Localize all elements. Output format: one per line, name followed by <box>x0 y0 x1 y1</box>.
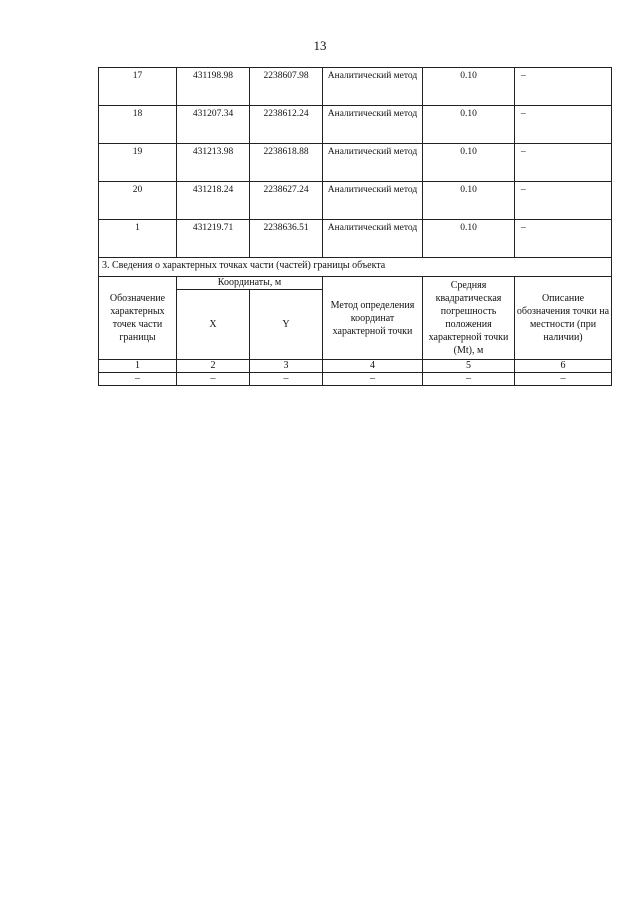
accuracy: 0.10 <box>423 144 515 182</box>
empty-cell: – <box>99 373 177 386</box>
coord-y: 2238636.51 <box>250 220 323 258</box>
section-title-row <box>99 258 612 277</box>
header-x: X <box>177 290 250 360</box>
table-row <box>99 106 612 144</box>
column-number: 5 <box>423 360 515 373</box>
header-coordinates: Координаты, м <box>177 277 323 290</box>
column-number: 2 <box>177 360 250 373</box>
coord-x: 431213.98 <box>177 144 250 182</box>
column-number: 3 <box>250 360 323 373</box>
point-number: 17 <box>99 68 177 106</box>
coord-y: 2238612.24 <box>250 106 323 144</box>
column-number-row <box>99 360 612 373</box>
method: Аналитический метод <box>323 182 423 220</box>
coord-y: 2238607.98 <box>250 68 323 106</box>
table-row <box>99 182 612 220</box>
empty-cell: – <box>423 373 515 386</box>
coord-y: 2238618.88 <box>250 144 323 182</box>
coord-x: 431218.24 <box>177 182 250 220</box>
header-row <box>99 277 612 290</box>
empty-cell: – <box>323 373 423 386</box>
table-row <box>99 68 612 106</box>
header-method: Метод определения координат характерной точки <box>323 277 423 360</box>
table-row <box>99 220 612 258</box>
header-y: Y <box>250 290 323 360</box>
description: – <box>515 220 612 258</box>
header-designation: Обозначение характерных точек части границы <box>99 277 177 360</box>
point-number: 18 <box>99 106 177 144</box>
coord-x: 431198.98 <box>177 68 250 106</box>
column-number: 4 <box>323 360 423 373</box>
coord-y: 2238627.24 <box>250 182 323 220</box>
header-description: Описание обозначения точки на местности (при наличии) <box>515 277 612 360</box>
accuracy: 0.10 <box>423 106 515 144</box>
page-number: 13 <box>313 38 327 53</box>
description: – <box>515 68 612 106</box>
accuracy: 0.10 <box>423 68 515 106</box>
method: Аналитический метод <box>323 106 423 144</box>
column-number: 6 <box>515 360 612 373</box>
description: – <box>515 182 612 220</box>
description: – <box>515 106 612 144</box>
point-number: 1 <box>99 220 177 258</box>
coord-x: 431207.34 <box>177 106 250 144</box>
section-title: 3. Сведения о характерных точках части (частей) границы объекта <box>99 258 612 277</box>
empty-cell: – <box>515 373 612 386</box>
empty-cell: – <box>250 373 323 386</box>
description: – <box>515 144 612 182</box>
accuracy: 0.10 <box>423 220 515 258</box>
accuracy: 0.10 <box>423 182 515 220</box>
table-row <box>99 144 612 182</box>
point-number: 19 <box>99 144 177 182</box>
header-accuracy: Средняя квадратическая погрешность положения характерной точки (Mt), м <box>423 277 515 360</box>
coordinates-table <box>98 67 612 386</box>
column-number: 1 <box>99 360 177 373</box>
point-number: 20 <box>99 182 177 220</box>
empty-cell: – <box>177 373 250 386</box>
method: Аналитический метод <box>323 144 423 182</box>
coord-x: 431219.71 <box>177 220 250 258</box>
points-body <box>99 68 612 386</box>
empty-data-row <box>99 373 612 386</box>
method: Аналитический метод <box>323 68 423 106</box>
method: Аналитический метод <box>323 220 423 258</box>
